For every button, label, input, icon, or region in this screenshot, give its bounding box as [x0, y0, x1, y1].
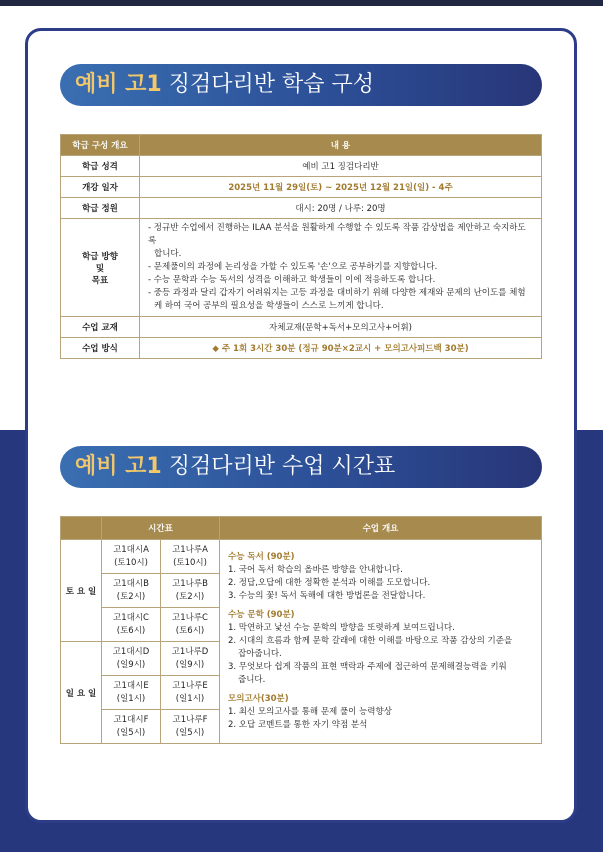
class-time: (일1시)	[175, 693, 205, 704]
timetable	[60, 516, 542, 744]
class-name: 고1대시E	[113, 680, 149, 691]
class-composition-table	[60, 134, 542, 359]
class-cell	[102, 642, 161, 676]
goal-line: - 정규반 수업에서 진행하는 ILAA 분석을 원활하게 수행할 수 있도록 작품 감상법을 제안하고 숙지하도록	[148, 223, 526, 246]
goal-line: 케 하여 국어 공부의 필요성을 학생들이 스스로 느끼게 합니다.	[154, 301, 384, 311]
goal-line: - 수능 문학과 수능 독서의 성격을 이해하고 학생들이 이에 적응하도록 합니다.	[148, 275, 436, 285]
class-cell	[161, 540, 220, 574]
table-row	[61, 156, 542, 177]
table1-header-left: 학급 구성 개요	[61, 135, 140, 156]
class-cell	[161, 710, 220, 744]
class-name: 고1나루A	[172, 544, 208, 555]
class-time: (토10시)	[114, 557, 148, 568]
class-cell	[102, 540, 161, 574]
row-value: 예비 고1 징검다리반	[140, 156, 542, 177]
class-name: 고1나루C	[172, 612, 208, 623]
class-time: (일9시)	[116, 659, 146, 670]
row-label: 개강 일자	[61, 177, 140, 198]
goals-list	[140, 219, 542, 317]
section1-title-highlight: 예비 고1	[75, 72, 162, 97]
section1-title-banner	[60, 64, 542, 106]
row-label: 학급 성격	[61, 156, 140, 177]
class-time: (토6시)	[175, 625, 205, 636]
goal-line: 합니다.	[154, 249, 182, 259]
summary-line: 1. 막연하고 낯선 수능 문학의 방향을 또렷하게 보여드립니다.	[228, 623, 455, 633]
table-row	[61, 540, 542, 574]
goal-line: - 중등 과정과 달리 갑자기 어려워지는 고등 과정을 대비하기 위해 다양한 제재와 문제의 난이도를 체험	[148, 288, 526, 298]
class-name: 고1대시A	[113, 544, 149, 555]
goals-label-line: 학급 방향	[82, 251, 118, 262]
summary-line: 줍니다.	[238, 675, 266, 685]
row-value: 대시: 20명 / 나루: 20명	[140, 198, 542, 219]
class-name: 고1대시C	[113, 612, 149, 623]
table1-header-right: 내 용	[140, 135, 542, 156]
row-label: 학급 정원	[61, 198, 140, 219]
goals-label-line: 목표	[91, 275, 109, 286]
class-name: 고1나루F	[172, 714, 208, 725]
section2-title-rest: 징검다리반 수업 시간표	[161, 454, 396, 479]
summary-line: 3. 무엇보다 쉽게 작품의 표현 맥락과 주제에 접근하여 문제해결능력을 키워	[228, 662, 507, 672]
table-row	[61, 177, 542, 198]
summary-line: 잡아줍니다.	[238, 649, 282, 659]
class-time: (토6시)	[116, 625, 146, 636]
day-sunday: 일 요 일	[61, 642, 102, 744]
class-time: (일9시)	[175, 659, 205, 670]
class-name: 고1대시B	[113, 578, 149, 589]
class-cell	[102, 710, 161, 744]
timetable-header-schedule: 시간표	[102, 517, 220, 540]
class-cell	[102, 676, 161, 710]
timetable-header-blank	[61, 517, 102, 540]
mock-exam-title: 모의고사(30분)	[228, 694, 289, 704]
class-name: 고1나루E	[172, 680, 208, 691]
goals-label-line: 및	[95, 263, 105, 274]
summary-line: 2. 시대의 흐름과 함께 문학 갈래에 대한 이해를 바탕으로 작품 감상의 기준을	[228, 636, 513, 646]
goal-line: - 문제풀이의 과정에 논리성을 가할 수 있도록 '손'으로 공부하기를 지향합니다.	[148, 262, 438, 272]
table-row	[61, 338, 542, 359]
class-time: (토2시)	[116, 591, 146, 602]
class-time: (일5시)	[175, 727, 205, 738]
section1-title-rest: 징검다리반 학습 구성	[161, 72, 374, 97]
summary-line: 2. 정답,오답에 대한 정확한 분석과 이해를 도모합니다.	[228, 578, 431, 588]
literature-title: 수능 문학 (90분)	[228, 610, 295, 620]
summary-line: 3. 수능의 꽃! 독서 독해에 대한 방법론을 전달합니다.	[228, 591, 426, 601]
row-value: ◆ 주 1회 3시간 30분 (정규 90분×2교시 + 모의고사피드백 30분)	[140, 338, 542, 359]
class-time: (토2시)	[175, 591, 205, 602]
summary-line: 1. 최신 모의고사를 통해 문제 풀이 능력향상	[228, 707, 392, 717]
row-label: 수업 방식	[61, 338, 140, 359]
row-value: 2025년 11월 29일(토) ~ 2025년 12월 21일(일) - 4주	[140, 177, 542, 198]
timetable-header-summary: 수업 개요	[220, 517, 542, 540]
class-cell	[161, 676, 220, 710]
class-time: (일5시)	[116, 727, 146, 738]
section2-title-highlight: 예비 고1	[75, 454, 162, 479]
table-row	[61, 198, 542, 219]
row-label: 수업 교재	[61, 317, 140, 338]
class-cell	[161, 642, 220, 676]
class-time: (일1시)	[116, 693, 146, 704]
table-row	[61, 317, 542, 338]
class-name: 고1대시D	[112, 646, 150, 657]
day-saturday: 토 요 일	[61, 540, 102, 642]
summary-line: 2. 오답 코멘트를 통한 자기 약점 분석	[228, 720, 368, 730]
class-name: 고1나루D	[171, 646, 209, 657]
summary-line: 1. 국어 독서 학습의 올바른 방향을 안내합니다.	[228, 565, 403, 575]
class-name: 고1나루B	[172, 578, 208, 589]
class-cell	[102, 574, 161, 608]
table-row	[61, 219, 542, 317]
row-value: 자체교재(문학+독서+모의고사+어휘)	[140, 317, 542, 338]
reading-title: 수능 독서 (90분)	[228, 552, 295, 562]
class-cell	[102, 608, 161, 642]
top-bar	[0, 0, 603, 6]
section2-title-banner	[60, 446, 542, 488]
class-cell	[161, 608, 220, 642]
class-time: (토10시)	[173, 557, 207, 568]
goals-label	[61, 219, 140, 317]
class-summary	[220, 540, 542, 744]
class-cell	[161, 574, 220, 608]
class-name: 고1대시F	[113, 714, 149, 725]
